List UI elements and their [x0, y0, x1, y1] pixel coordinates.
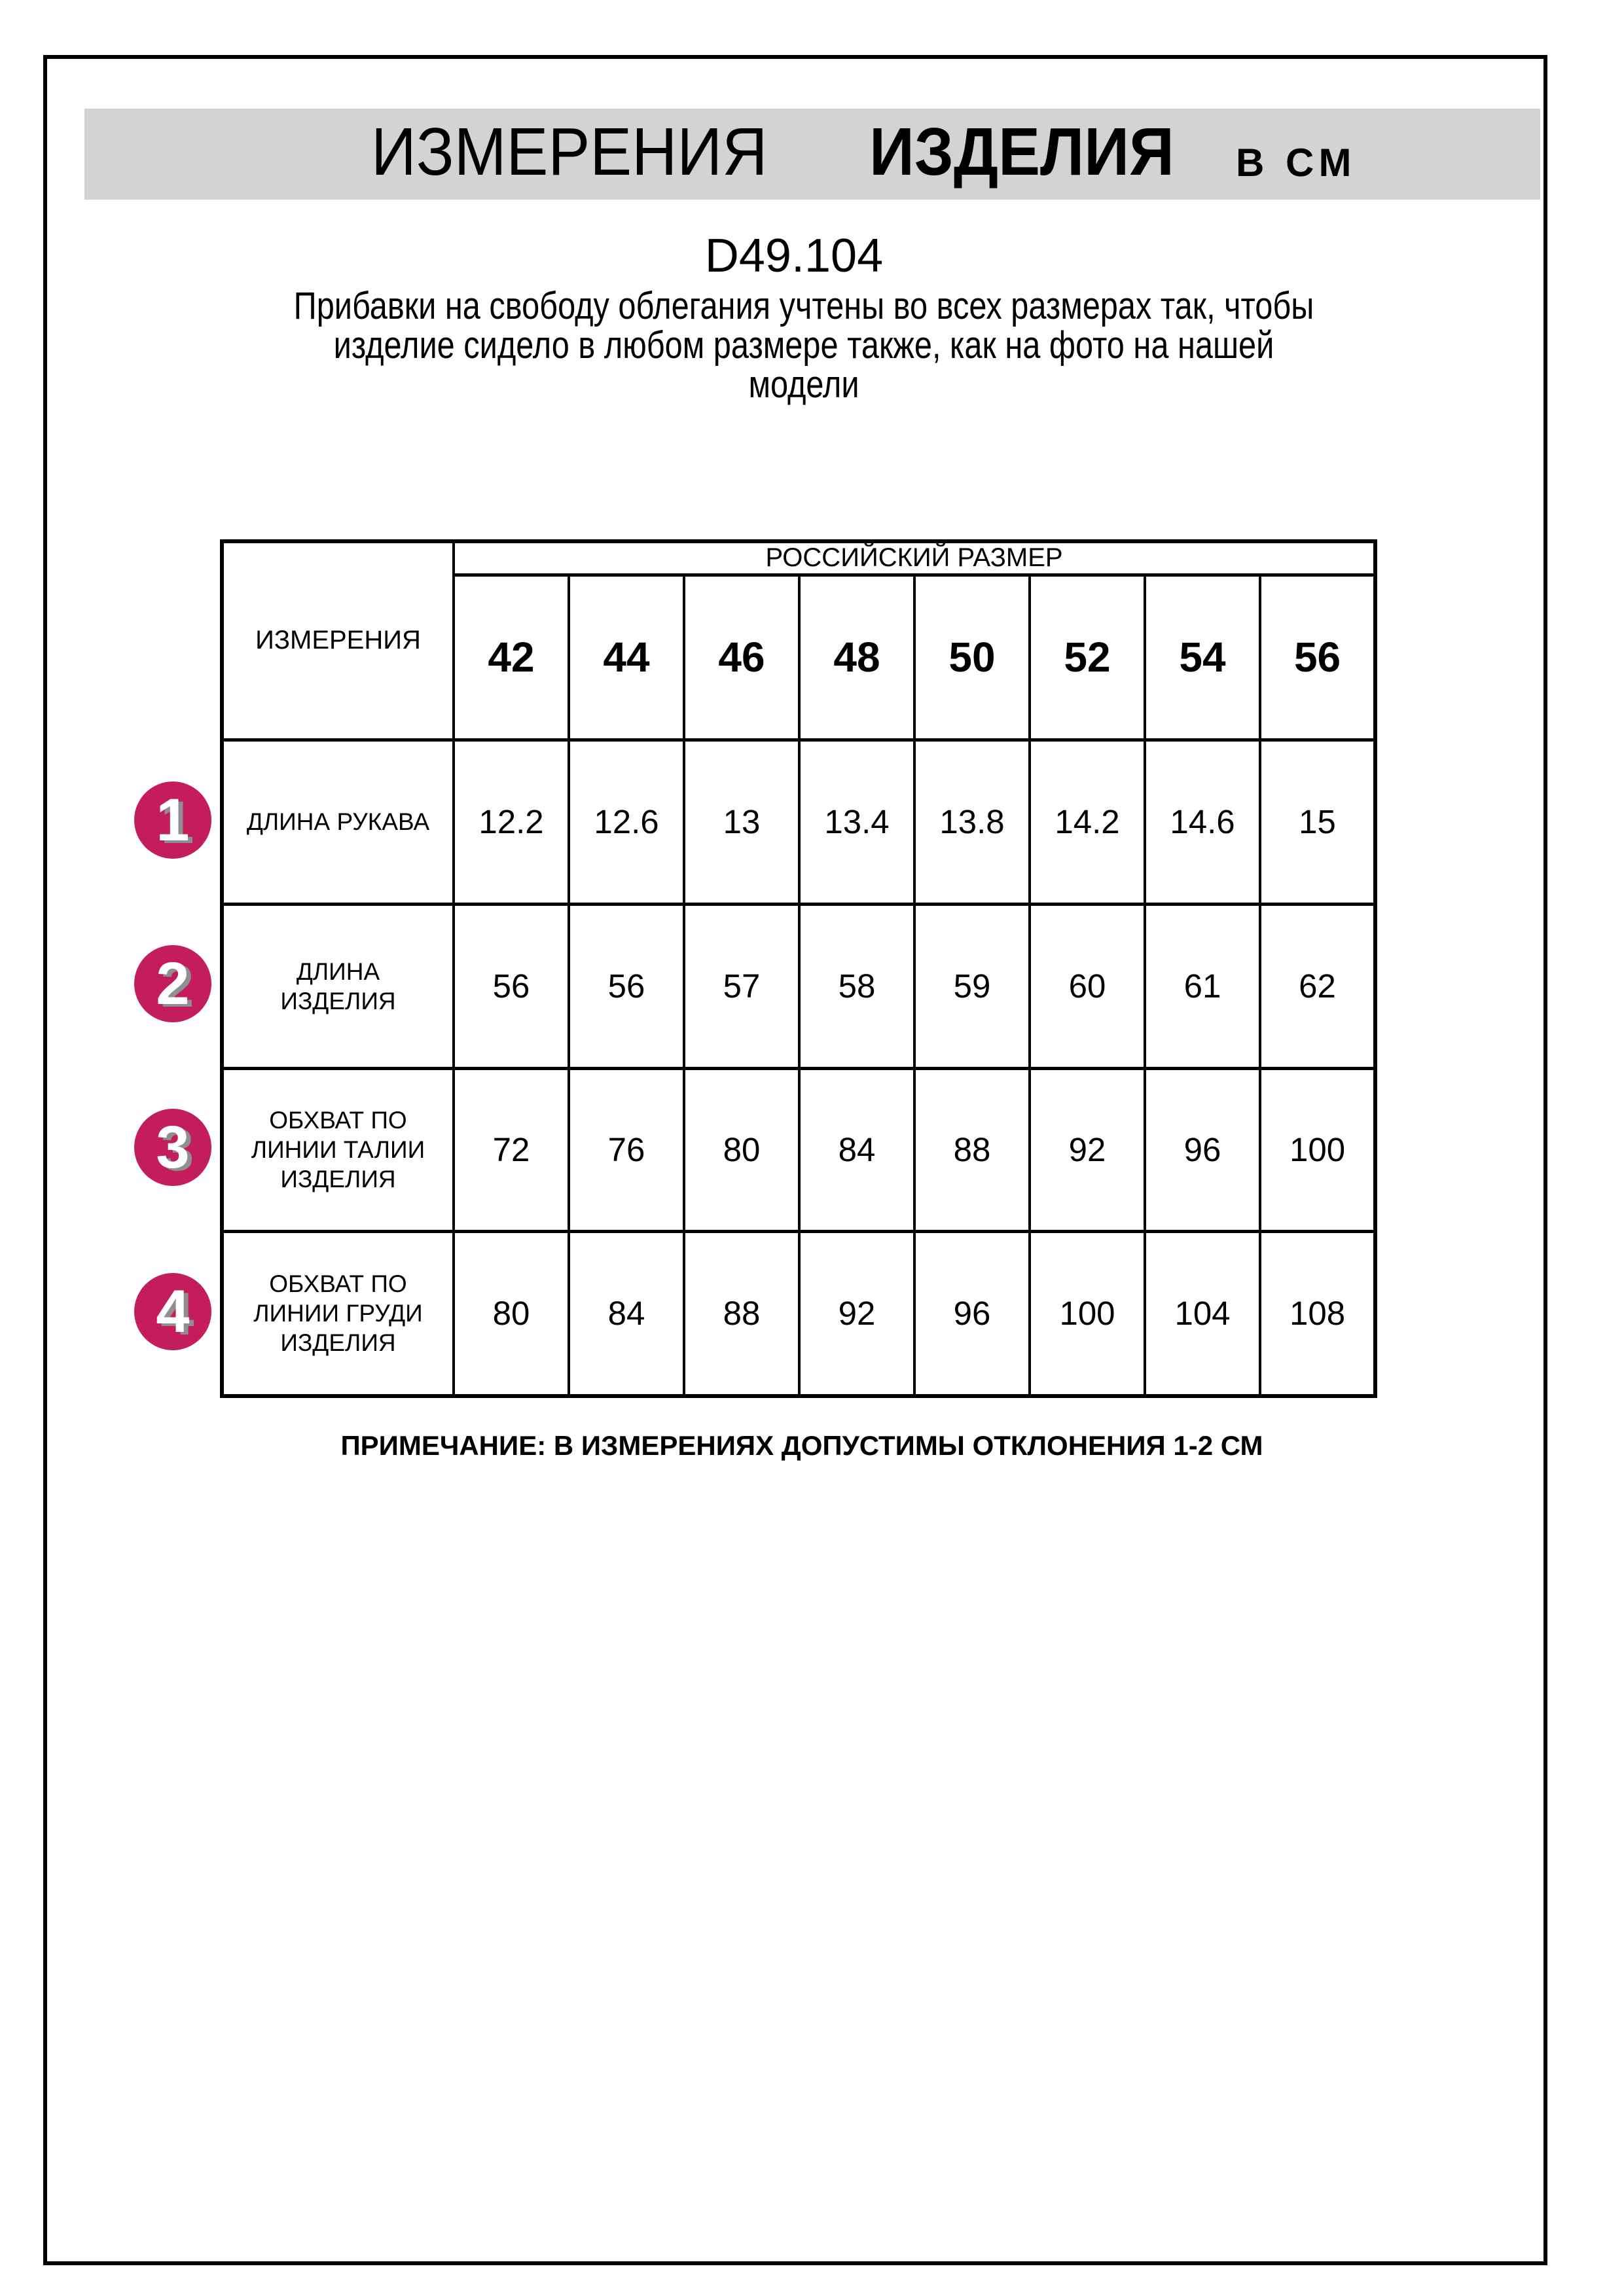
size-cell: 50: [914, 575, 1030, 740]
product-code: D49.104: [704, 230, 884, 282]
row-number-badge-4: 4: [134, 1273, 211, 1350]
value-cell: 14.2: [1030, 740, 1145, 904]
value-cell: 84: [569, 1231, 684, 1396]
page-title-product: ИЗДЕЛИЯ: [869, 114, 1174, 189]
value-cell: 72: [454, 1068, 569, 1231]
fit-description-line: модели: [748, 363, 859, 406]
value-cell: 96: [1145, 1068, 1260, 1231]
value-cell: 88: [914, 1068, 1030, 1231]
row-number-badge-1: 1: [134, 781, 211, 859]
size-cell: 54: [1145, 575, 1260, 740]
size-cell: 48: [799, 575, 914, 740]
value-cell: 13: [684, 740, 799, 904]
row-number-badge-3: 3: [134, 1109, 211, 1186]
size-table: [220, 539, 1377, 1398]
fit-description: [128, 287, 1479, 404]
table-header-row: [222, 541, 1375, 575]
fit-description-line: Прибавки на свободу облегания учтены во всех размерах так, чтобы: [293, 285, 1314, 327]
value-cell: 96: [914, 1231, 1030, 1396]
size-cell: 56: [1260, 575, 1375, 740]
value-cell: 12.2: [454, 740, 569, 904]
value-cell: 62: [1260, 904, 1375, 1068]
value-cell: 108: [1260, 1231, 1375, 1396]
value-cell: 14.6: [1145, 740, 1260, 904]
fit-description-line: изделие сидело в любом размере также, как на фото на нашей: [333, 324, 1274, 367]
table-row: [222, 1231, 1375, 1396]
title-band: [84, 109, 1540, 200]
value-cell: 76: [569, 1068, 684, 1231]
row-label-waist-girth: ОБХВАТ ПО ЛИНИИ ТАЛИИ ИЗДЕЛИЯ: [222, 1068, 454, 1231]
size-cell: 46: [684, 575, 799, 740]
row-label-garment-length: ДЛИНА ИЗДЕЛИЯ: [222, 904, 454, 1068]
value-cell: 15: [1260, 740, 1375, 904]
tolerance-note: ПРИМЕЧАНИЕ: В ИЗМЕРЕНИЯХ ДОПУСТИМЫ ОТКЛОНЕНИЯ 1-2 СМ: [340, 1430, 1263, 1461]
table-row: [222, 904, 1375, 1068]
value-cell: 57: [684, 904, 799, 1068]
value-cell: 80: [454, 1231, 569, 1396]
row-number-badge-2: 2: [134, 945, 211, 1022]
value-cell: 104: [1145, 1231, 1260, 1396]
value-cell: 88: [684, 1231, 799, 1396]
value-cell: 56: [454, 904, 569, 1068]
value-cell: 12.6: [569, 740, 684, 904]
size-cell: 42: [454, 575, 569, 740]
value-cell: 84: [799, 1068, 914, 1231]
value-cell: 58: [799, 904, 914, 1068]
measurements-column-header: ИЗМЕРЕНИЯ: [222, 541, 454, 740]
row-label-chest-girth: ОБХВАТ ПО ЛИНИИ ГРУДИ ИЗДЕЛИЯ: [222, 1231, 454, 1396]
value-cell: 92: [1030, 1068, 1145, 1231]
value-cell: 100: [1260, 1068, 1375, 1231]
russian-size-header: РОССИЙСКИЙ РАЗМЕР: [454, 541, 1375, 575]
value-cell: 59: [914, 904, 1030, 1068]
value-cell: 92: [799, 1231, 914, 1396]
value-cell: 100: [1030, 1231, 1145, 1396]
value-cell: 80: [684, 1068, 799, 1231]
value-cell: 13.8: [914, 740, 1030, 904]
size-cell: 44: [569, 575, 684, 740]
value-cell: 56: [569, 904, 684, 1068]
page-title: ИЗМЕРЕНИЯ: [371, 114, 768, 189]
table-row: [222, 740, 1375, 904]
page-title-units: В СМ: [1236, 141, 1357, 185]
value-cell: 13.4: [799, 740, 914, 904]
value-cell: 60: [1030, 904, 1145, 1068]
value-cell: 61: [1145, 904, 1260, 1068]
size-cell: 52: [1030, 575, 1145, 740]
row-label-sleeve-length: ДЛИНА РУКАВА: [222, 740, 454, 904]
table-row: [222, 1068, 1375, 1231]
